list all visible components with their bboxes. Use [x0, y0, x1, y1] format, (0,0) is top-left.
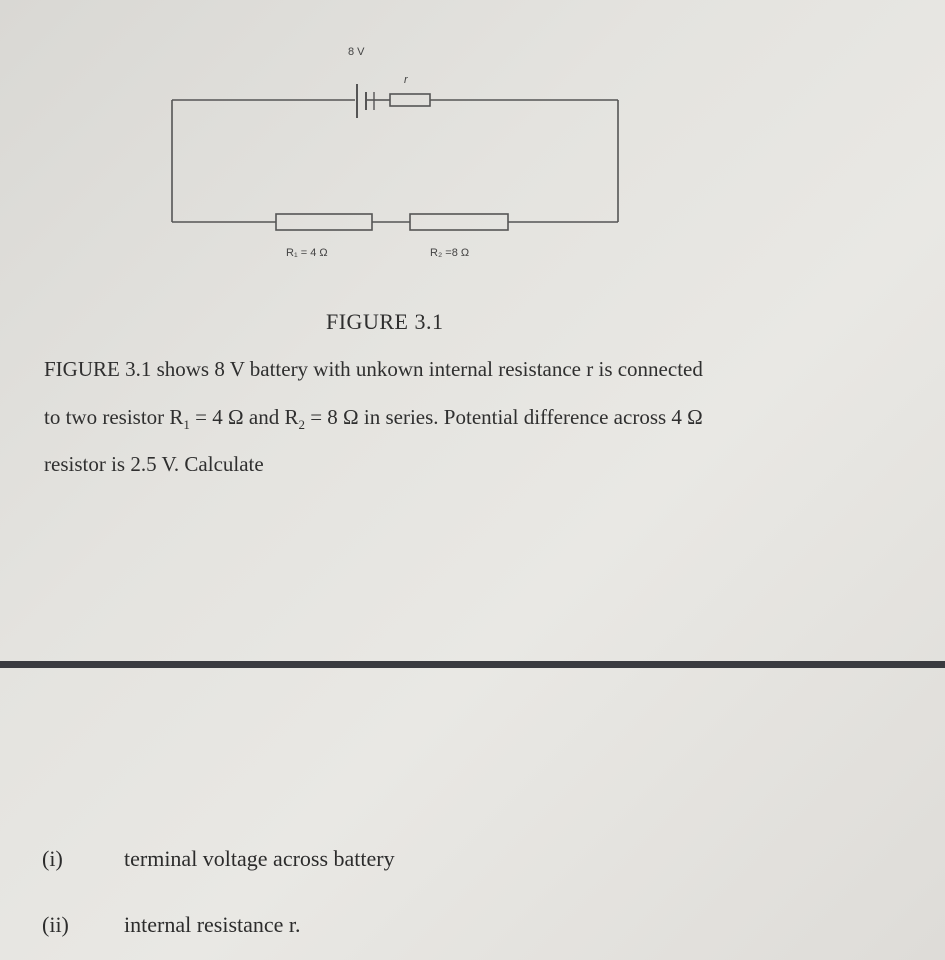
resistor-r1	[276, 214, 372, 230]
r2-label: R₂ =8 Ω	[430, 247, 470, 259]
question-number: (i)	[42, 846, 63, 871]
paragraph-line-1: FIGURE 3.1 shows 8 V battery with unkown internal resistance r is connected	[44, 357, 703, 381]
internal-resistance-label: r	[404, 74, 408, 86]
question-number: (ii)	[42, 912, 69, 937]
internal-resistor	[390, 94, 430, 106]
page-divider	[0, 661, 945, 668]
figure-caption: FIGURE 3.1	[326, 309, 444, 334]
question-text: terminal voltage across battery	[124, 846, 395, 871]
circuit-diagram	[0, 0, 945, 300]
paragraph-line-2: to two resistor $R_1 = 4$ Ω and $R_2 = 8$ Ω in series. Potential difference across 4 Ω	[44, 405, 703, 433]
paragraph-line-3: resistor is 2.5 V. Calculate	[44, 452, 264, 476]
r1-label: R₁ = 4 Ω	[286, 247, 328, 259]
resistor-r2	[410, 214, 508, 230]
question-text: internal resistance r.	[124, 912, 301, 937]
battery-voltage-label: 8 V	[348, 46, 365, 58]
